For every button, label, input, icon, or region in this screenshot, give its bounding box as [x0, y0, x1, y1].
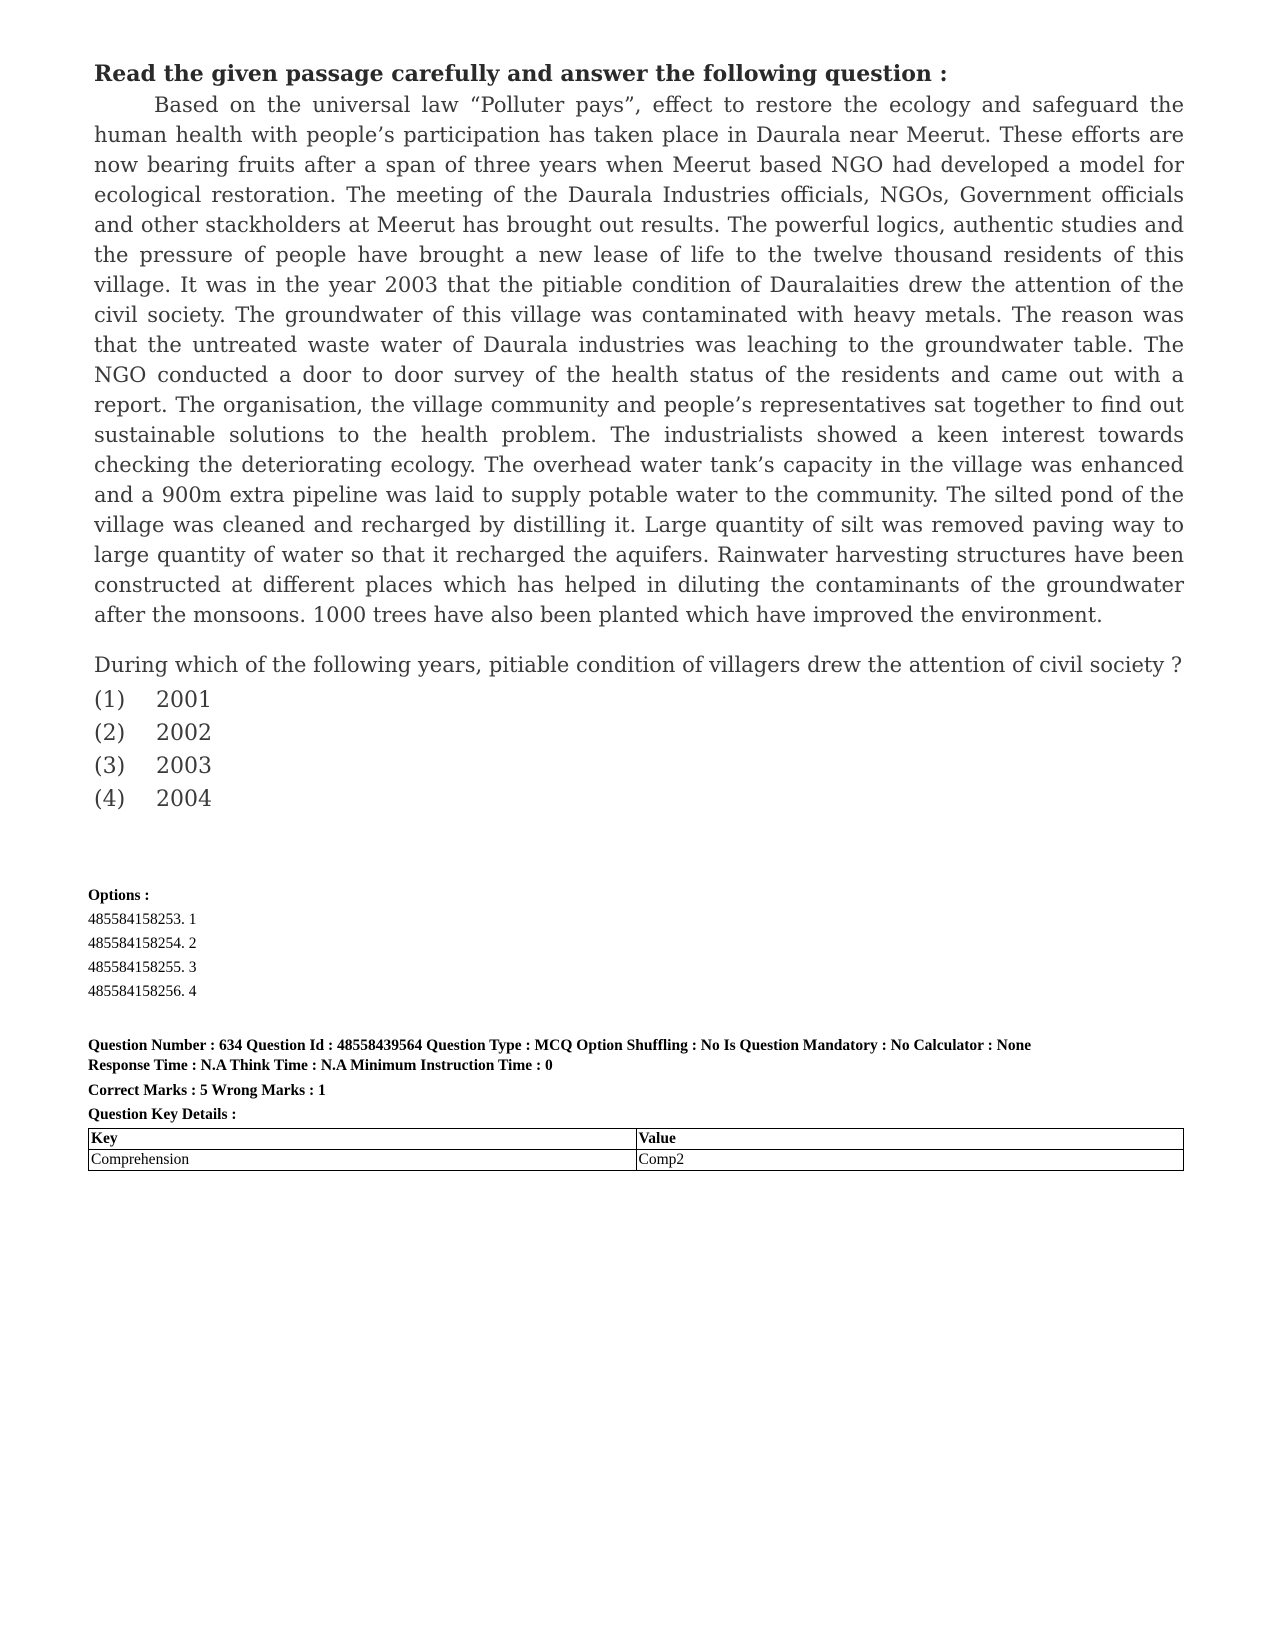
option-id-line: 485584158256. 4	[88, 983, 197, 1000]
answer-choice-text: 2004	[156, 787, 212, 812]
answer-choice-number: (1)	[94, 688, 126, 713]
answer-choice-text: 2003	[156, 754, 212, 779]
question-info-line: Question Number : 634 Question Id : 48558439564 Question Type : MCQ Option Shuffling : No Is Question Mandatory : No Calculator : None	[88, 1037, 1032, 1054]
table-cell-value: Comp2	[636, 1150, 1184, 1171]
timing-info-line: Response Time : N.A Think Time : N.A Minimum Instruction Time : 0	[88, 1057, 553, 1074]
table-header-key: Key	[89, 1129, 637, 1150]
key-details-label: Question Key Details :	[88, 1106, 237, 1123]
passage-instruction: Read the given passage carefully and answer the following question :	[94, 61, 948, 87]
answer-choice-number: (3)	[94, 754, 126, 779]
passage-text: Based on the universal law “Polluter pays”, effect to restore the ecology and safeguard the human health with people’s participation has taken place in Daurala near Meerut. These efforts are now bearing fruits after a span of three years when Meerut based NGO had developed a model for ecological restoration. The meeting of the Daurala Industries officials, NGOs, Government officials and other stackholders at Meerut has brought out results. The powerful logics, authentic studies and the pressure of people have brought a new lease of life to the twelve thousand residents of this village. It was in the year 2003 that the pitiable condition of Dauralaities drew the attention of the civil society. The groundwater of this village was contaminated with heavy metals. The reason was that the untreated waste water of Daurala industries was leaching to the groundwater table. The NGO conducted a door to door survey of the health status of the residents and came out with a report. The organisation, the village community and people’s representatives sat together to find out sustainable solutions to the health problem. The industrialists showed a keen interest towards checking the deteriorating ecology. The overhead water tank’s capacity in the village was enhanced and a 900m extra pipeline was laid to supply potable water to the community. The silted pond of the village was cleaned and recharged by distilling it. Large quantity of silt was removed paving way to large quantity of water so that it recharged the aquifers. Rainwater harvesting structures have been constructed at different places which has helped in diluting the contaminants of the groundwater after the monsoons. 1000 trees have also been planted which have improved the environment.	[94, 93, 1184, 627]
answer-choice-number: (2)	[94, 721, 126, 746]
answer-choices	[94, 684, 1184, 816]
marks-line: Correct Marks : 5 Wrong Marks : 1	[88, 1082, 326, 1099]
answer-choice-text: 2001	[156, 688, 212, 713]
option-id-line: 485584158253. 1	[88, 911, 197, 928]
question-scan-image	[94, 58, 1184, 816]
question-text: During which of the following years, pitiable condition of villagers drew the attention of civil society ?	[94, 653, 1183, 677]
table-header-row	[89, 1129, 1184, 1150]
answer-choice	[94, 684, 1184, 717]
table-row	[89, 1150, 1184, 1171]
option-id-line: 485584158254. 2	[88, 935, 197, 952]
answer-choice-text: 2002	[156, 721, 212, 746]
answer-choice	[94, 717, 1184, 750]
answer-choice	[94, 750, 1184, 783]
question-metadata	[88, 884, 1188, 1171]
table-header-value: Value	[636, 1129, 1184, 1150]
answer-choice-number: (4)	[94, 787, 126, 812]
options-label: Options :	[88, 887, 150, 904]
option-id-line: 485584158255. 3	[88, 959, 197, 976]
key-details-table	[88, 1128, 1184, 1171]
table-cell-key: Comprehension	[89, 1150, 637, 1171]
answer-choice	[94, 783, 1184, 816]
